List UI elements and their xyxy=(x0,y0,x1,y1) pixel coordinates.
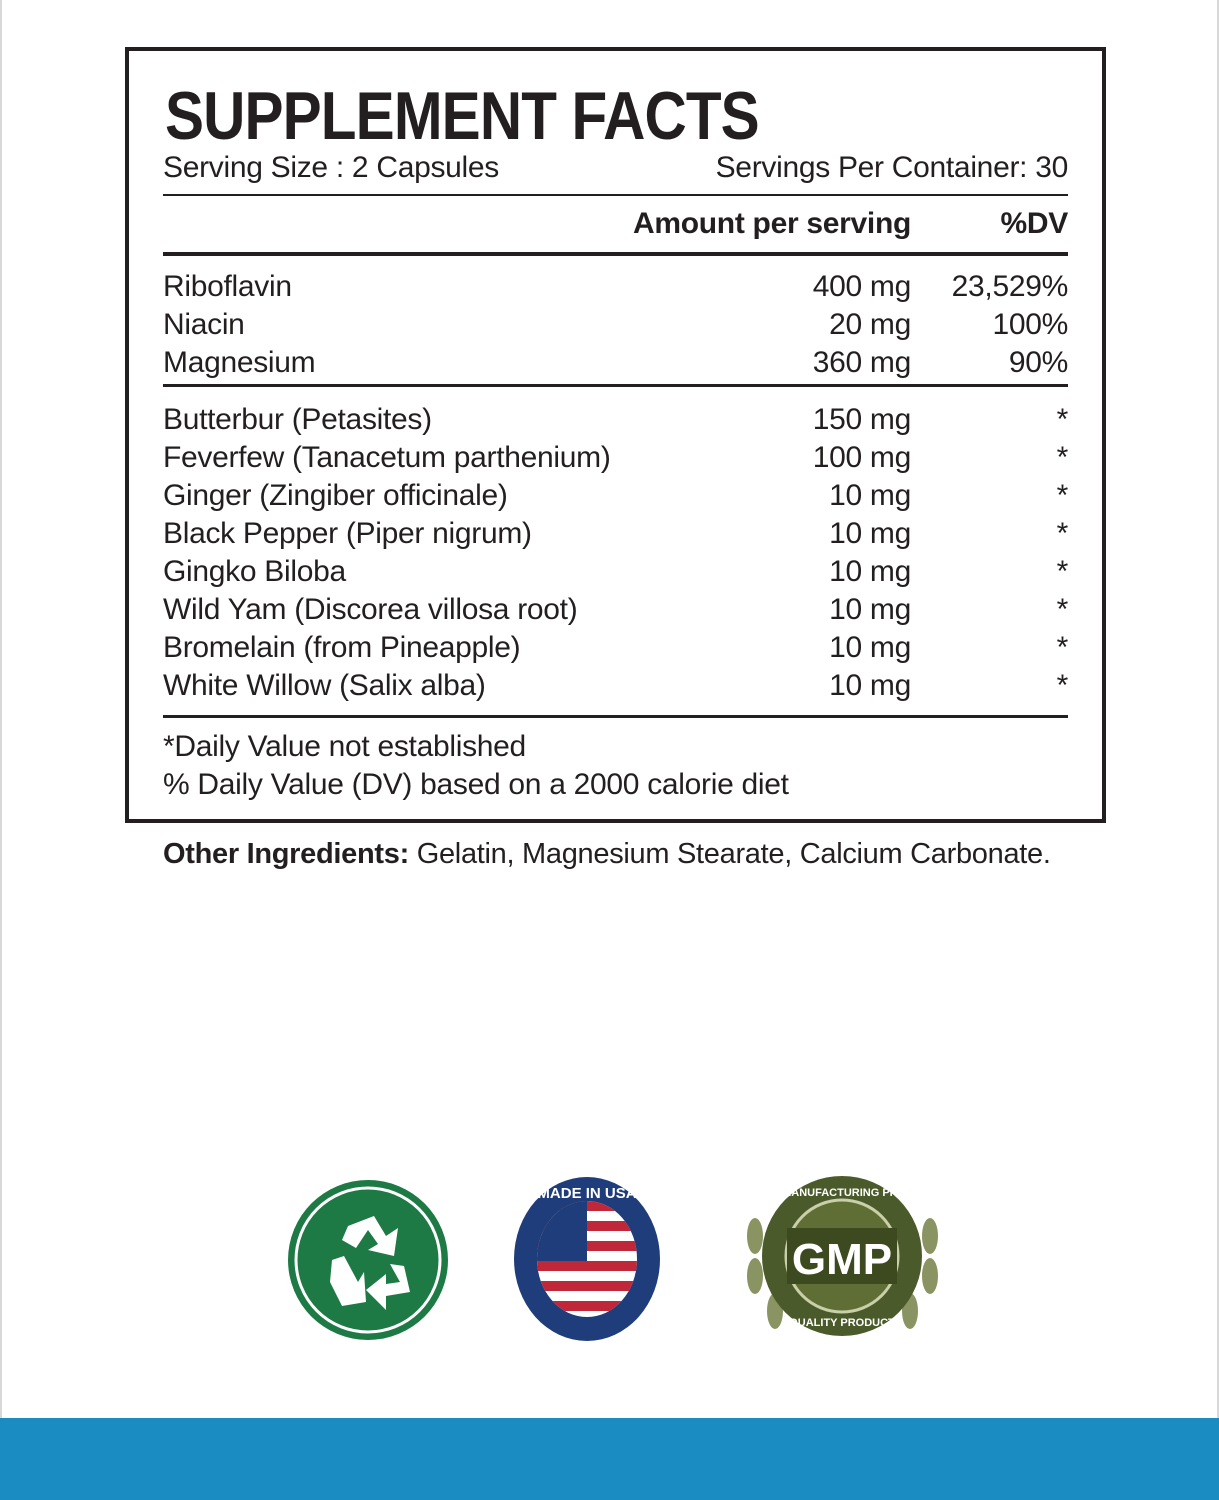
ingredient-row xyxy=(163,268,1068,306)
ingredient-row xyxy=(163,515,1068,553)
ingredient-row xyxy=(163,629,1068,667)
servings-per-container: Servings Per Container: 30 xyxy=(715,151,1068,184)
facts-table xyxy=(163,194,1068,804)
amount-header: Amount per serving xyxy=(633,207,911,240)
ingredient-amount: 10 mg xyxy=(829,669,911,702)
ingredient-name: Wild Yam (Discorea villosa root) xyxy=(163,593,578,626)
serving-size: Serving Size : 2 Capsules xyxy=(163,151,500,184)
ingredient-dv: * xyxy=(1056,441,1068,474)
other-ingredients-label: Other Ingredients: xyxy=(163,838,409,870)
ingredient-name: Niacin xyxy=(163,308,245,341)
ingredient-name: White Willow (Salix alba) xyxy=(163,669,486,702)
ingredient-amount: 10 mg xyxy=(829,555,911,588)
ingredient-row xyxy=(163,344,1068,382)
ingredient-amount: 10 mg xyxy=(829,517,911,550)
ingredient-name: Riboflavin xyxy=(163,270,292,303)
table-header xyxy=(163,196,1068,252)
ingredient-row xyxy=(163,306,1068,344)
ingredient-dv: * xyxy=(1056,403,1068,436)
panel-title: SUPPLEMENT FACTS xyxy=(165,78,759,154)
ingredient-dv: 23,529% xyxy=(951,270,1068,303)
gmp-label: GMP xyxy=(791,1235,893,1284)
ingredient-row xyxy=(163,553,1068,591)
ingredient-name: Ginger (Zingiber officinale) xyxy=(163,479,508,512)
ingredient-amount: 150 mg xyxy=(812,403,911,436)
vitamin-rows xyxy=(163,256,1068,384)
ingredient-dv: * xyxy=(1056,593,1068,626)
gmp-bottom-text: QUALITY PRODUCT xyxy=(789,1317,895,1329)
ingredient-amount: 360 mg xyxy=(812,346,911,379)
other-ingredients xyxy=(163,838,1051,871)
herb-rows xyxy=(163,387,1068,715)
ingredient-row xyxy=(163,439,1068,477)
footnote: *Daily Value not established xyxy=(163,730,526,763)
gmp-icon xyxy=(735,1166,950,1346)
ingredient-dv: 90% xyxy=(1008,346,1068,379)
gmp-top-text: GOOD MANUFACTURING PRACTICE xyxy=(745,1187,939,1199)
ingredient-amount: 20 mg xyxy=(829,308,911,341)
ingredient-dv: * xyxy=(1056,669,1068,702)
ingredient-dv: * xyxy=(1056,631,1068,664)
ingredient-row xyxy=(163,667,1068,705)
footer-bar xyxy=(0,1418,1219,1500)
ingredient-dv: 100% xyxy=(992,308,1068,341)
usa-text: MADE IN USA xyxy=(537,1185,637,1202)
ingredient-dv: * xyxy=(1056,555,1068,588)
ingredient-amount: 400 mg xyxy=(812,270,911,303)
ingredient-amount: 10 mg xyxy=(829,479,911,512)
ingredient-dv: * xyxy=(1056,517,1068,550)
ingredient-row xyxy=(163,401,1068,439)
badges xyxy=(0,1178,1219,1348)
ingredient-dv: * xyxy=(1056,479,1068,512)
ingredient-name: Feverfew (Tanacetum parthenium) xyxy=(163,441,611,474)
ingredient-row xyxy=(163,591,1068,629)
dv-header: %DV xyxy=(1000,207,1068,240)
ingredient-row xyxy=(163,477,1068,515)
ingredient-name: Butterbur (Petasites) xyxy=(163,403,432,436)
made-in-usa-icon xyxy=(512,1174,662,1344)
ingredient-name: Magnesium xyxy=(163,346,316,379)
ingredient-name: Gingko Biloba xyxy=(163,555,346,588)
serving-info xyxy=(163,151,1068,185)
ingredient-name: Black Pepper (Piper nigrum) xyxy=(163,517,532,550)
ingredient-name: Bromelain (from Pineapple) xyxy=(163,631,521,664)
supplement-facts-panel xyxy=(125,47,1106,823)
ingredient-amount: 10 mg xyxy=(829,631,911,664)
ingredient-amount: 100 mg xyxy=(812,441,911,474)
recycle-icon xyxy=(286,1178,450,1342)
footnote: % Daily Value (DV) based on a 2000 calorie diet xyxy=(163,768,789,801)
ingredient-amount: 10 mg xyxy=(829,593,911,626)
other-ingredients-text: Gelatin, Magnesium Stearate, Calcium Carbonate. xyxy=(408,838,1051,870)
